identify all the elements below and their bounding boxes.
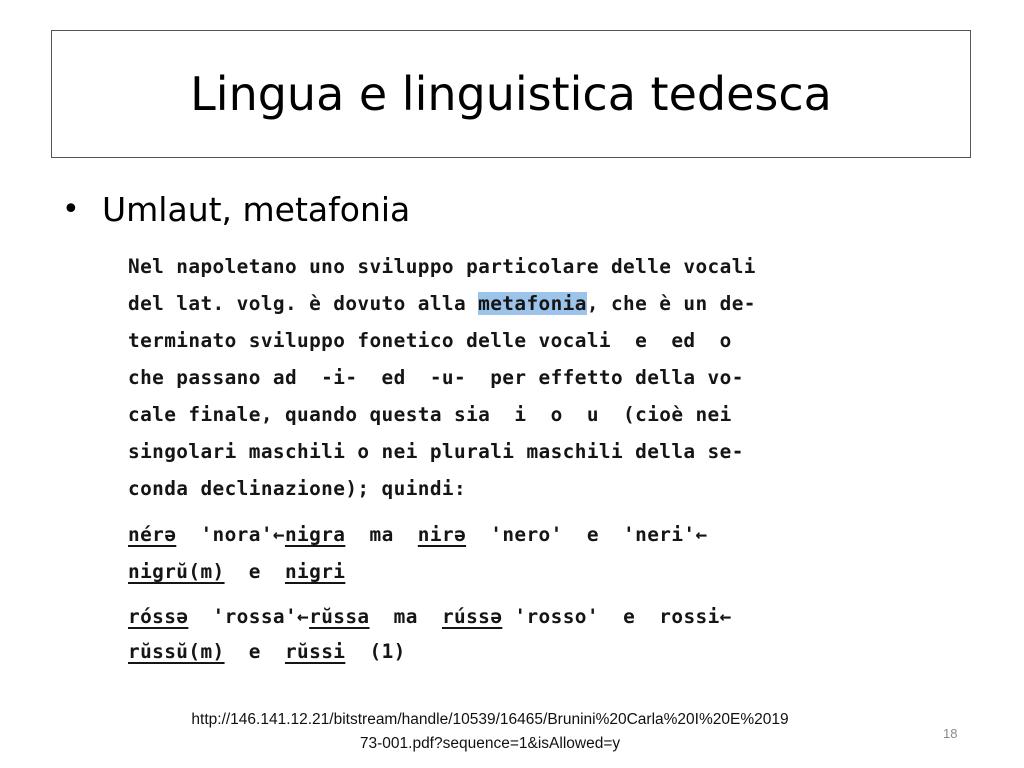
example-word: nigrŭ(m): [128, 560, 225, 583]
scan-line: cale finale, quando questa sia i o u (cioè nei: [128, 403, 732, 426]
scan-line: róssə 'rossa'←rŭssa ma rússə 'rosso' e rossi←: [128, 605, 732, 628]
scan-line: nérə 'nora'←nigra ma nirə 'nero' e 'neri'←: [128, 523, 708, 546]
slide-title: Lingua e linguistica tedesca: [190, 67, 832, 121]
title-box: [51, 30, 971, 158]
scan-line: che passano ad -i- ed -u- per effetto della vo-: [128, 366, 744, 389]
scan-line: singolari maschili o nei plurali maschili della se-: [128, 440, 744, 463]
example-word: nérə: [128, 523, 177, 546]
example-word: rússə: [441, 605, 503, 628]
scan-line: del lat. volg. è dovuto alla metafonia, che è un de-: [128, 292, 756, 315]
bullet-icon: •: [62, 192, 80, 227]
scan-line: rŭssŭ(m) e rŭssi (1): [128, 640, 406, 663]
example-word: nigra: [284, 523, 346, 546]
example-word: nigri: [284, 560, 346, 583]
example-word: rŭssi: [284, 640, 346, 663]
source-line: http://146.141.12.21/bitstream/handle/10539/16465/Brunini%20Carla%20I%20E%2019: [191, 711, 789, 728]
scan-line: conda declinazione); quindi:: [128, 477, 467, 500]
bullet-text: Umlaut, metafonia: [102, 190, 411, 229]
scan-line: terminato sviluppo fonetico delle vocali e ed o: [128, 329, 732, 352]
scan-line: Nel napoletano uno sviluppo particolare delle vocali: [128, 255, 756, 278]
scan-line: nigrŭ(m) e nigri: [128, 560, 346, 583]
scanned-text-image: [128, 255, 868, 665]
page-number: 18: [943, 726, 958, 741]
example-word: nirə: [417, 523, 467, 546]
source-link[interactable]: [90, 708, 890, 756]
bullet-item: [62, 190, 410, 229]
source-line: 73-001.pdf?sequence=1&isAllowed=y: [359, 735, 621, 752]
example-word: rŭssŭ(m): [128, 640, 225, 663]
example-word: rŭssa: [309, 605, 370, 628]
highlighted-word: metafonia: [478, 292, 587, 315]
example-word: róssə: [128, 605, 189, 628]
